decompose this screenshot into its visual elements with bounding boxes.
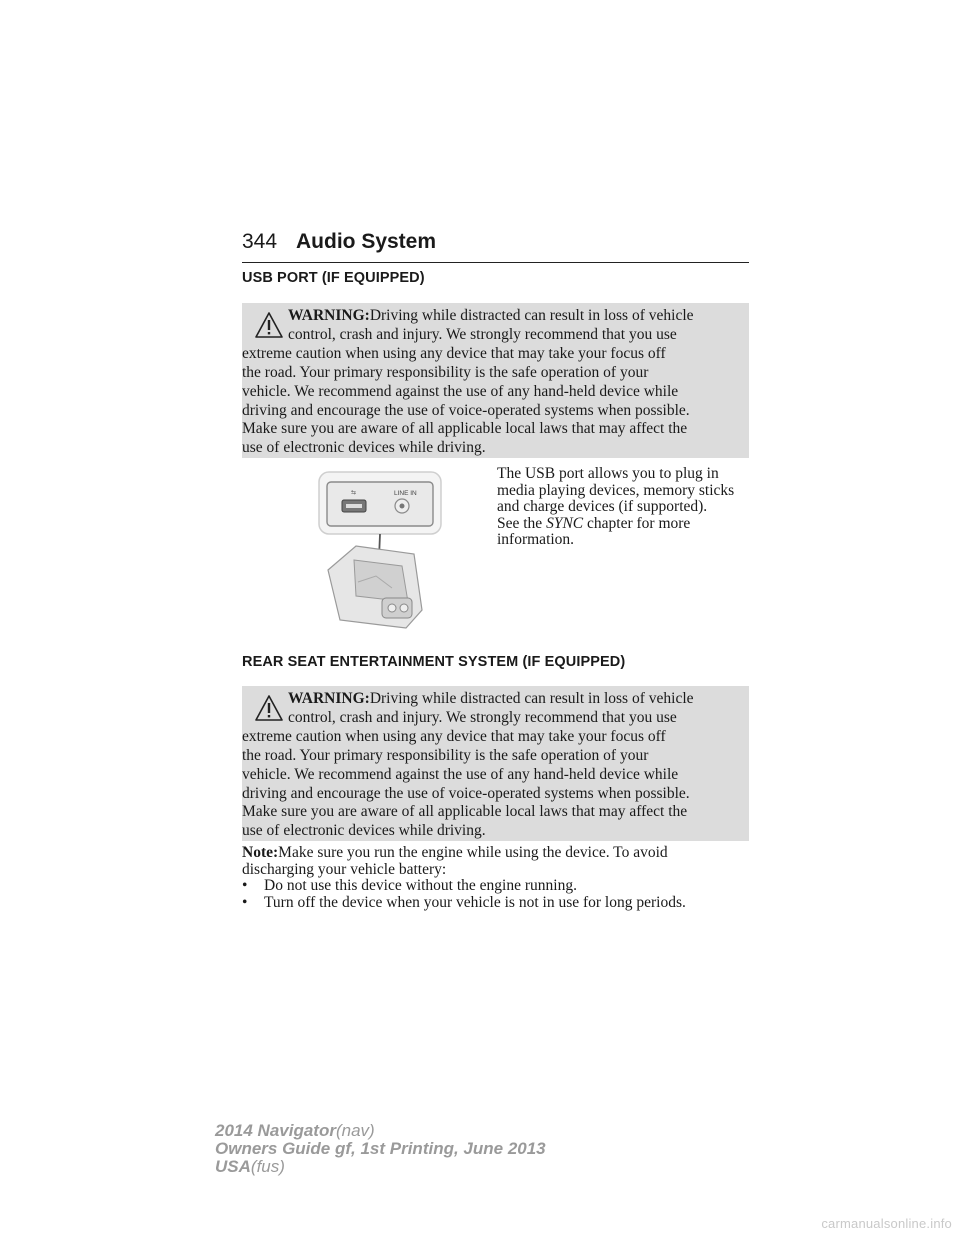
- warning-line: Driving while distracted can result in loss of vehicle: [369, 307, 694, 324]
- rear-seat-heading: REAR SEAT ENTERTAINMENT SYSTEM (IF EQUIPPED): [242, 654, 626, 670]
- page-number: 344: [242, 230, 278, 253]
- warning-line: control, crash and injury. We strongly recommend that you use: [288, 325, 677, 343]
- footer-code: (nav): [335, 1121, 375, 1140]
- warning-triangle-icon: [254, 311, 284, 339]
- list-item: [242, 878, 762, 895]
- usb-desc-text: See the: [497, 514, 547, 532]
- warning-line: the road. Your primary responsibility is the safe operation of your: [242, 363, 649, 381]
- warning-line: use of electronic devices while driving.: [242, 822, 486, 840]
- warning-line: vehicle. We recommend against the use of any hand-held device while: [242, 765, 679, 783]
- footer-code: (fus): [250, 1157, 285, 1176]
- section-title: Audio System: [296, 230, 437, 253]
- usb-desc-line: and charge devices (if supported).: [497, 498, 708, 515]
- warning-line: Driving while distracted can result in loss of vehicle: [369, 690, 694, 707]
- warning-line: driving and encourage the use of voice-operated systems when possible.: [242, 784, 690, 802]
- bullet-text: Turn off the device when your vehicle is not in use for long periods.: [264, 893, 686, 911]
- usb-description: [497, 466, 757, 549]
- warning-line: Make sure you are aware of all applicable local laws that may affect the: [242, 803, 688, 821]
- bullet-text: Do not use this device without the engine running.: [264, 877, 577, 894]
- usb-desc-line: information.: [497, 531, 575, 548]
- watermark: carmanualsonline.info: [821, 1216, 952, 1231]
- warning-line: driving and encourage the use of voice-operated systems when possible.: [242, 401, 690, 419]
- warning-label: WARNING:: [288, 307, 370, 324]
- warning-line: use of electronic devices while driving.: [242, 439, 486, 457]
- list-item: [242, 895, 762, 912]
- footer-guide-info: Owners Guide gf, 1st Printing, June 2013: [215, 1139, 546, 1158]
- warning-line: vehicle. We recommend against the use of any hand-held device while: [242, 382, 679, 400]
- usb-warning-box: [242, 303, 749, 458]
- warning-triangle-icon: [254, 694, 284, 722]
- footer: [215, 1122, 546, 1176]
- note-text: Make sure you run the engine while using the device. To avoid: [278, 844, 668, 861]
- line-in-label: LINE IN: [394, 490, 417, 497]
- usb-desc-line: media playing devices, memory sticks: [497, 481, 735, 499]
- bullet-icon: •: [242, 877, 248, 894]
- rear-seat-warning-box: [242, 686, 749, 841]
- usb-desc-line: The USB port allows you to plug in: [497, 465, 719, 482]
- usb-port-heading: USB PORT (IF EQUIPPED): [242, 270, 425, 286]
- usb-port-illustration: [318, 470, 442, 634]
- warning-line: extreme caution when using any device that may take your focus off: [242, 727, 666, 745]
- warning-line: extreme caution when using any device that may take your focus off: [242, 344, 666, 362]
- warning-line: the road. Your primary responsibility is the safe operation of your: [242, 746, 649, 764]
- warning-line: Make sure you are aware of all applicable local laws that may affect the: [242, 420, 688, 438]
- sync-chapter-reference: SYNC: [546, 514, 584, 532]
- svg-text:⇆: ⇆: [351, 490, 357, 496]
- note-block: [242, 845, 762, 911]
- usb-desc-text: chapter for more: [583, 514, 691, 532]
- usb-warning-text: [242, 307, 745, 458]
- warning-label: WARNING:: [288, 690, 370, 707]
- note-label: Note:: [242, 844, 279, 861]
- note-text: discharging your vehicle battery:: [242, 860, 447, 878]
- footer-region: USA: [215, 1157, 251, 1176]
- footer-model: 2014 Navigator: [215, 1121, 336, 1140]
- bullet-icon: •: [242, 893, 248, 911]
- page-header: [242, 230, 749, 263]
- rear-seat-warning-text: [242, 690, 745, 841]
- warning-line: control, crash and injury. We strongly recommend that you use: [288, 708, 677, 726]
